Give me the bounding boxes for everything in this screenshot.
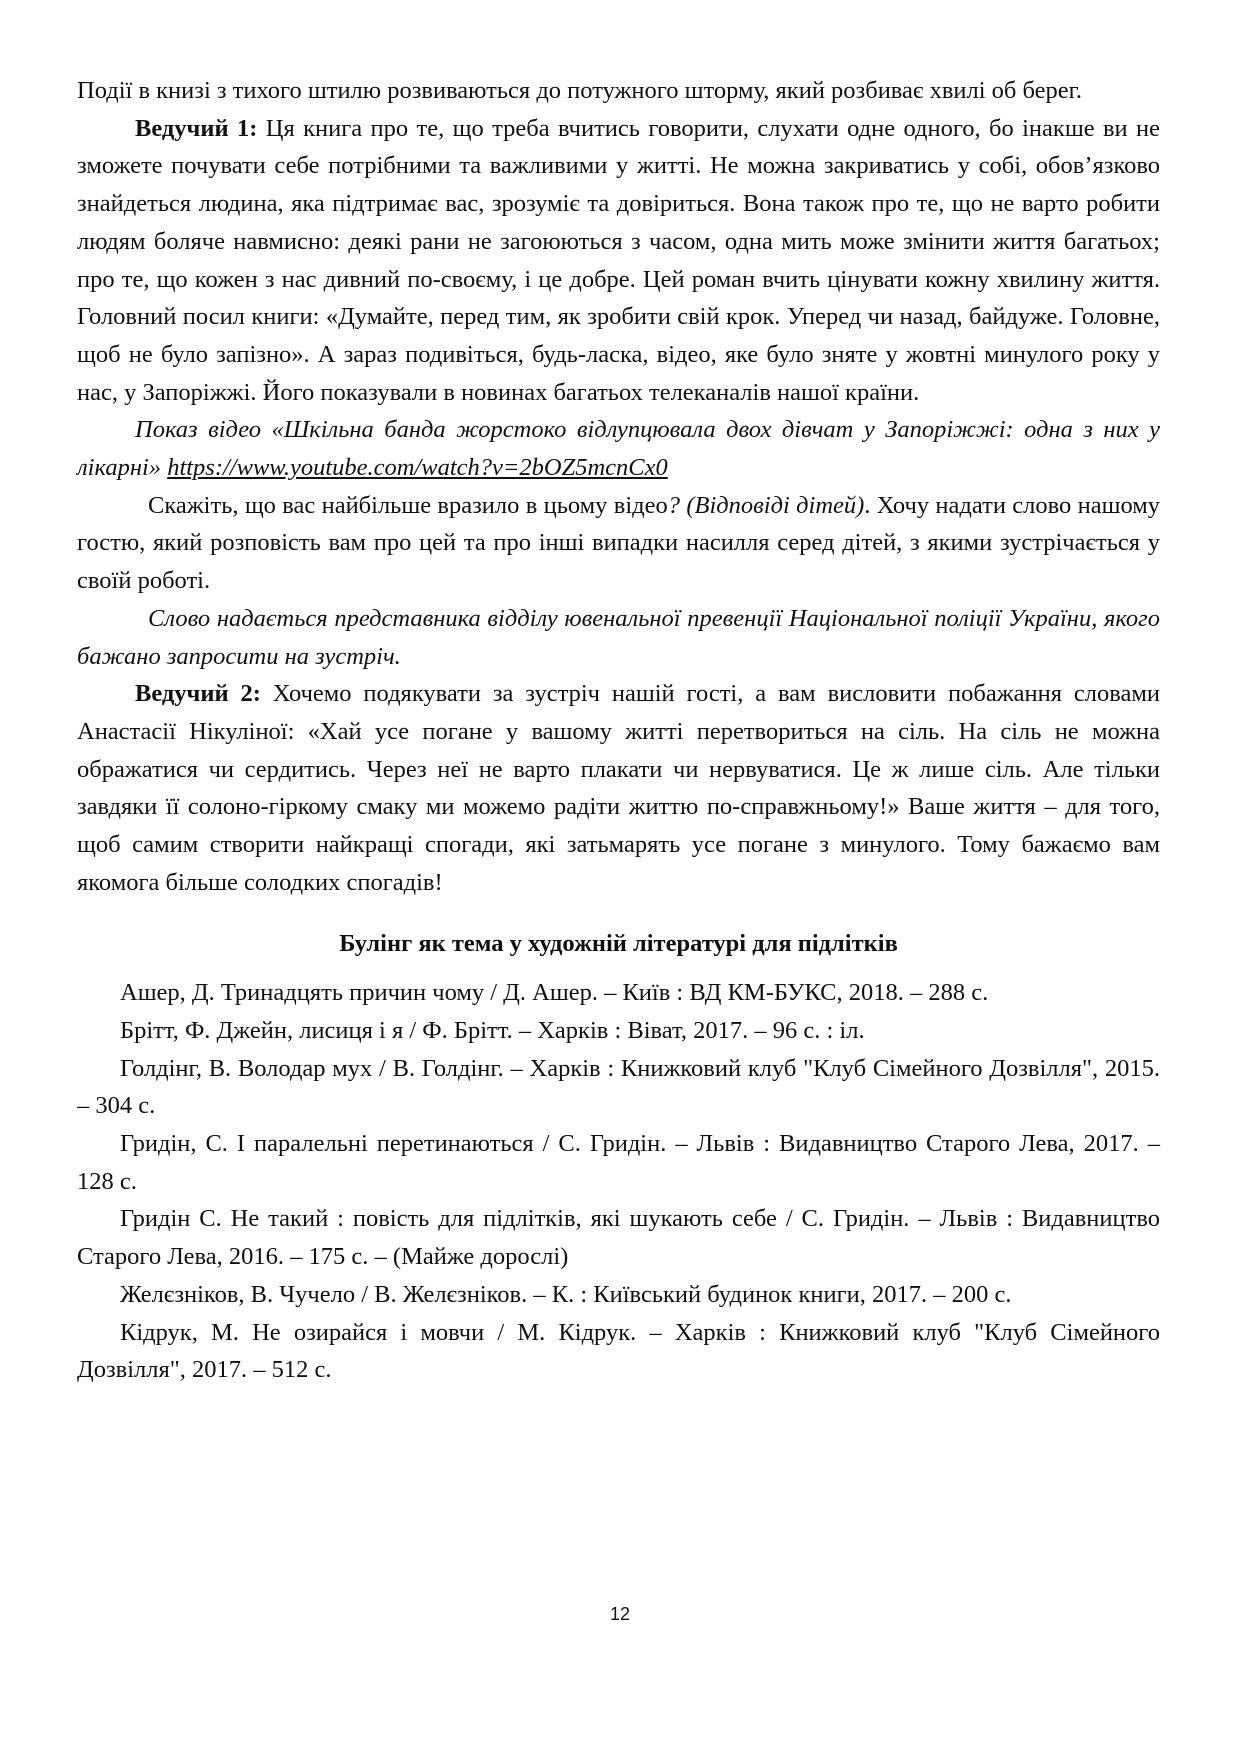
section-heading: Булінг як тема у художній літературі для підлітків <box>339 930 898 958</box>
bibliography-item: Ашер, Д. Тринадцять причин чому / Д. Ашер. – Київ : ВД КМ-БУКС, 2018. – 288 с. <box>120 979 989 1007</box>
bibliography-item: Голдінг, В. Володар мух / В. Голдінг. – Харків : Книжковий клуб "Клуб Сімейного Дозвілля", 2015. – 304 с. <box>77 1054 1160 1120</box>
paragraph-host-2 <box>77 675 1160 901</box>
video-note-text: Показ відео «Шкільна банда жорстоко відлупцювала двох дівчат у Запоріжжі: одна з них у лікарні» <box>77 416 1160 482</box>
paragraph-video-note <box>77 411 1160 486</box>
video-link[interactable]: https://www.youtube.com/watch?v=2bOZ5mcnCx0 <box>167 454 668 482</box>
paragraph-host-1 <box>77 110 1160 412</box>
children-answers-note: ? (Відповіді дітей) <box>667 491 865 519</box>
page-number: 12 <box>609 1604 631 1624</box>
bibliography-list <box>77 974 1160 1389</box>
bibliography-item: Гридін, С. І паралельні перетинаються / С. Гридін. – Львів : Видавництво Старого Лева, 2017. – 128 с. <box>77 1129 1160 1195</box>
host-1-speech: Ця книга про те, що треба вчитись говорити, слухати одне одного, бо інакше ви не зможете почувати себе потрібними та важливими у житті. Не можна закриватись у собі, обов’язково знайдеться людина, яка підтримає вас, зрозуміє та довіриться. Вона також про те, що не варто робити людям боляче навмисно: деякі рани не загоюються з часом, одна мить може змінити життя багатьох; про те, що кожен з нас дивний по-своєму, і це добре. Цей роман вчить цінувати кожну хвилину життя. Головний посил книги: «Думайте, перед тим, як зробити свій крок. Уперед чи назад, байдуже. Головне, щоб не було запізно». А зараз подивіться, будь-ласка, відео, яке було зняте у жовтні минулого року у нас, у Запоріжжі. Його показували в новинах багатьох телеканалів нашої країни. <box>77 114 1160 406</box>
paragraph-question <box>77 487 1160 600</box>
speaker-label-host-2: Ведучий 2: <box>135 680 261 708</box>
paragraph-intro: Події в книзі з тихого штилю розвиваються до потужного шторму, який розбиває хвилі об берег. <box>77 77 1083 104</box>
question-continuation: . Хочу надати слово нашому гостю, який розповість вам про цей та про інші випадки насилля серед дітей, з якими зустрічається у своїй роботі. <box>77 491 1160 595</box>
bibliography-item: Кідрук, М. Не озирайся і мовчи / М. Кідрук. – Харків : Книжковий клуб "Клуб Сімейного Дозвілля", 2017. – 512 с. <box>77 1318 1160 1384</box>
bibliography-item: Брітт, Ф. Джейн, лисиця і я / Ф. Брітт. – Харків : Віват, 2017. – 96 с. : іл. <box>120 1016 865 1044</box>
speaker-label-host-1: Ведучий 1: <box>135 114 258 142</box>
bibliography-item: Желєзніков, В. Чучело / В. Желєзніков. – К. : Київський будинок книги, 2017. – 200 с. <box>120 1280 1012 1308</box>
host-2-speech: Хочемо подякувати за зустріч нашій гості, а вам висловити побажання словами Анастасії Нікуліної: «Хай усе погане у вашому житті перетвориться на сіль. На сіль не можна ображатися чи сердитись. Через неї не варто плакати чи нервуватися. Це ж лише сіль. Але тільки завдяки її солоно-гіркому смаку ми можемо радіти життю по-справжньому!» Ваше життя – для того, щоб самим створити найкращі спогади, які затьмарять усе погане з минулого. Тому бажаємо вам якомога більше солодких спогадів! <box>77 680 1160 896</box>
question-text: Скажіть, що вас найбільше вразило в цьому відео <box>148 491 668 519</box>
bibliography-item: Гридін С. Не такий : повість для підлітків, які шукають себе / С. Гридін. – Львів : Видавництво Старого Лева, 2016. – 175 с. – (Майже дорослі) <box>77 1205 1160 1271</box>
paragraph-guest-note: Слово надається представника відділу ювенальної превенції Національної поліції України, якого бажано запросити на зустріч. <box>77 604 1160 670</box>
